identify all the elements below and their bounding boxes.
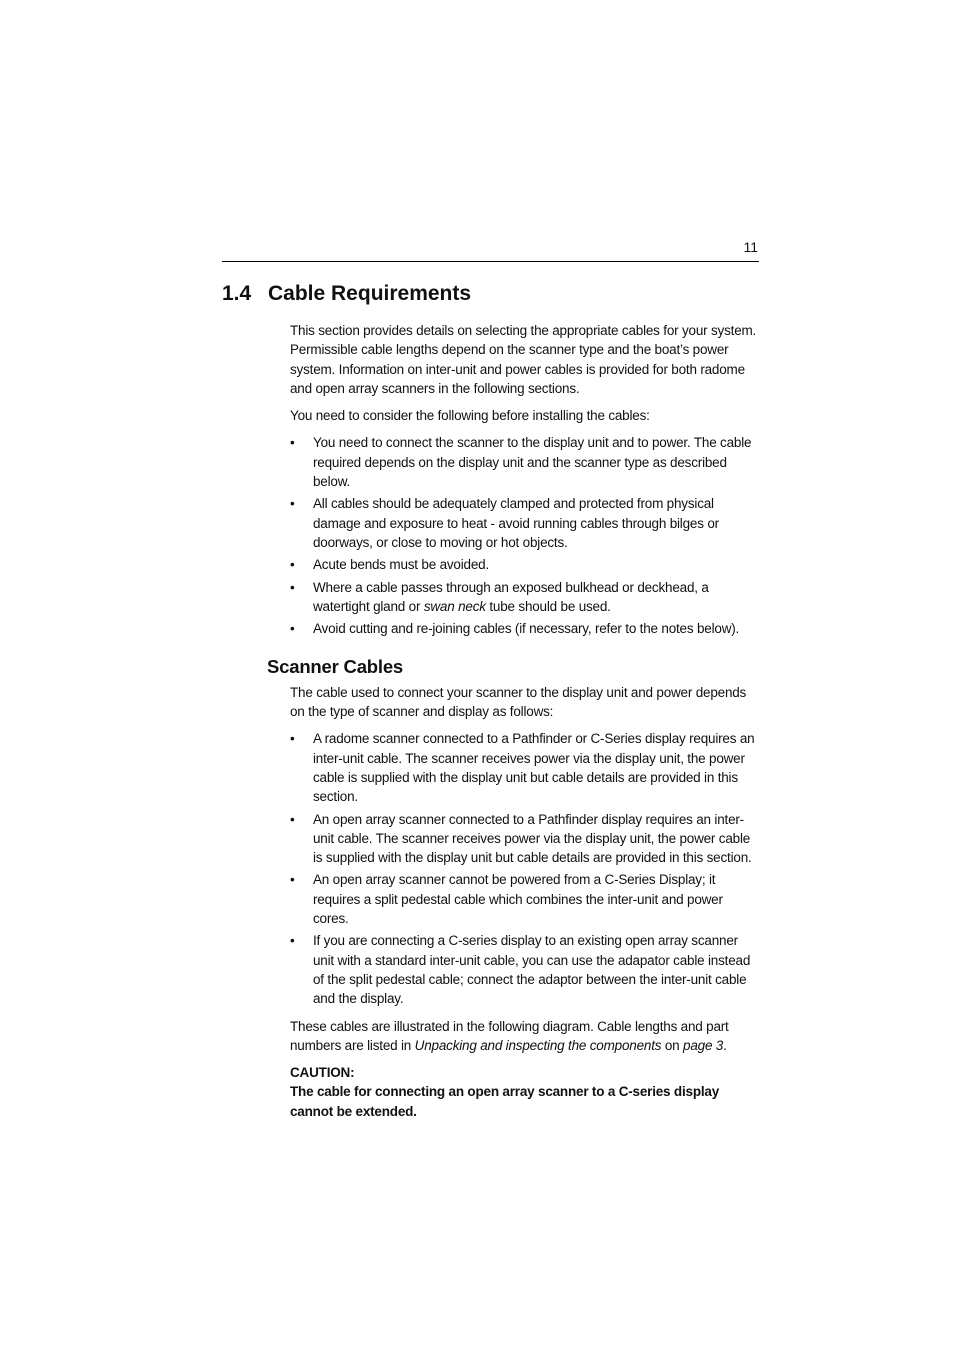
list-item: • Acute bends must be avoided.	[290, 555, 760, 574]
bullet-icon: •	[290, 621, 295, 637]
page-reference-link[interactable]: page 3	[683, 1037, 724, 1053]
cross-reference-link[interactable]: Unpacking and inspecting the components	[414, 1037, 662, 1053]
list-item: • Where a cable passes through an exposed bulkhead or deckhead, a watertight gland or swan neck tube should be used.	[290, 579, 709, 614]
section-body	[267, 321, 760, 1121]
caution-note	[290, 1063, 760, 1121]
caution-label: CAUTION:	[290, 1065, 355, 1081]
considerations-list	[290, 433, 760, 638]
scanner-cables-intro: The cable used to connect your scanner to the display unit and power depends on the type of scanner and display as follows:	[290, 684, 747, 720]
header-rule	[222, 261, 759, 262]
bullet-icon: •	[290, 872, 295, 888]
bullet-icon: •	[290, 435, 295, 451]
list-item: • A radome scanner connected to a Pathfinder or C-Series display requires an inter-unit cable. The scanner receives power via the display unit, the power cable is supplied with the display unit but cable details are provided in this section.	[290, 731, 755, 805]
bullet-icon: •	[290, 557, 295, 573]
bullet-icon: •	[290, 496, 295, 512]
italic-term: swan neck	[423, 598, 486, 614]
list-item: • An open array scanner cannot be powered from a C-Series Display; it requires a split pedestal cable which combines the inter-unit and power cores.	[290, 872, 723, 927]
caution-text: The cable for connecting an open array scanner to a C-series display cannot be extended.	[290, 1084, 720, 1119]
scanner-cables-list	[290, 729, 760, 1008]
bullet-icon: •	[290, 933, 295, 949]
list-item: • If you are connecting a C-series display to an existing open array scanner unit with a standard inter-unit cable, you can use the adapator cable instead of the split pedestal cable; connect the adaptor between the inter-unit cable and the display.	[290, 933, 751, 1007]
list-item: • An open array scanner connected to a Pathfinder display requires an inter-unit cable. The scanner receives power via the display unit, the power cable is supplied with the display unit but cable details are provided in this section.	[290, 811, 752, 866]
section-heading	[222, 282, 471, 306]
page-number: 11	[743, 239, 758, 255]
section-number: 1.4	[222, 282, 252, 305]
subsection-heading: Scanner Cables	[267, 656, 404, 678]
intro-paragraph: This section provides details on selecting the appropriate cables for your system. Permissible cable lengths depend on the scanner type and the boat’s power system. Information on inter-unit and power cables is provided for both radome and open array scanners in the following sections.	[290, 323, 757, 396]
scanner-cables-outro: These cables are illustrated in the following diagram. Cable lengths and part numbers are listed in Unpacking and inspecting the components on page 3.	[290, 1018, 729, 1053]
list-item: • All cables should be adequately clamped and protected from physical damage and exposure to heat - avoid running cables through bilges or doorways, or close to moving or hot objects.	[290, 496, 719, 550]
list-item: • You need to connect the scanner to the display unit and to power. The cable required depends on the display unit and the scanner type as described below.	[290, 435, 752, 490]
bullet-icon: •	[290, 811, 295, 827]
section-title: Cable Requirements	[268, 282, 472, 305]
list-item: • Avoid cutting and re-joining cables (if necessary, refer to the notes below).	[290, 619, 760, 638]
bullet-icon: •	[290, 731, 295, 747]
bullet-icon: •	[290, 579, 295, 595]
intro-lead-in: You need to consider the following before installing the cables:	[290, 408, 650, 424]
